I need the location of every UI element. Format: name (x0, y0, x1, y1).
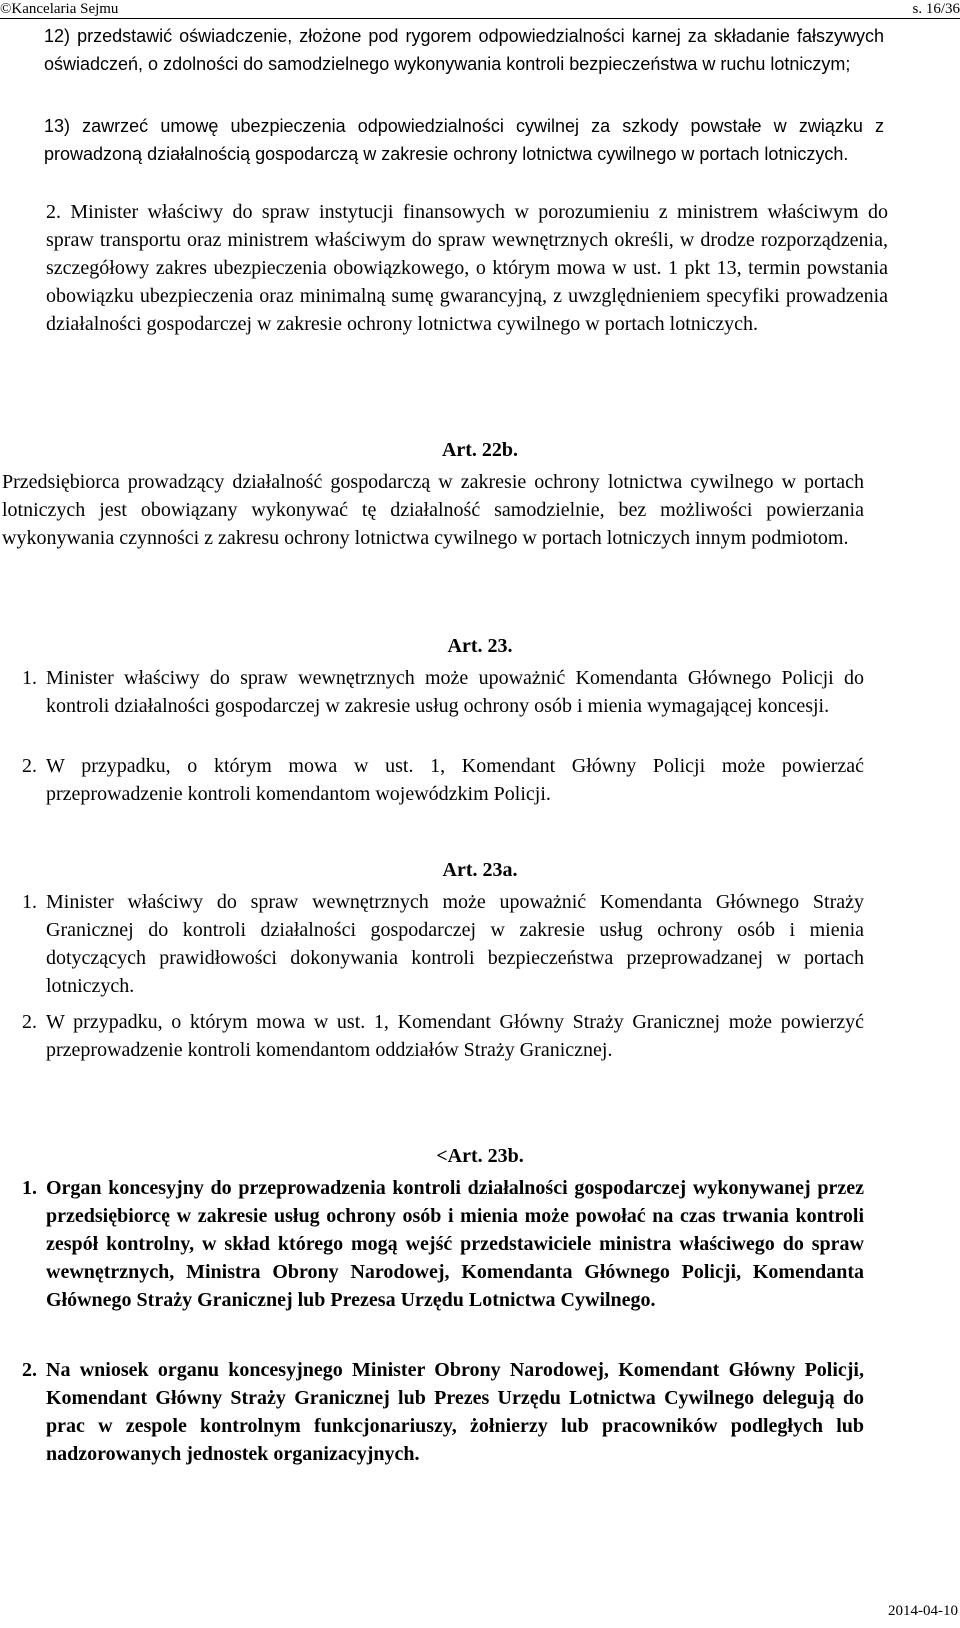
article-22b-title: Art. 22b. (441, 439, 519, 461)
footer-date: 2014-04-10 (888, 1603, 958, 1619)
article-22b-text: Przedsiębiorca prowadzący działalność gospodarczą w zakresie ochrony lotnictwa cywilnego w portach lotniczych jest obowiązany wykonywać tę działalność samodzielnie, bez możliwości powierzania wykonywania czynności z zakresu ochrony lotnictwa cywilnego w portach lotniczych innym podmiotom. (2, 471, 864, 549)
header-divider (0, 18, 960, 19)
paragraph-number: 1. (22, 1177, 37, 1199)
paragraph-number: 1. (22, 667, 37, 689)
paragraph-number: 2. (22, 755, 37, 777)
paragraph-text: Na wniosek organu koncesyjnego Minister Obrony Narodowej, Komendant Główny Policji, Komendant Główny Straży Granicznej lub Prezes Urzędu Lotnictwa Cywilnego delegują do prac w zespole kontrolnym funkcjonariuszy, żołnierzy lub pracowników podległych lub nadzorowanych jednostek organizacyjnych. (46, 1359, 864, 1465)
page-number: s. 16/36 (912, 1, 960, 17)
header-copyright: ©Kancelaria Sejmu (0, 1, 119, 17)
paragraph-text: W przypadku, o którym mowa w ust. 1, Komendant Główny Policji może powierzać przeprowadzenie kontroli komendantom wojewódzkim Policji. (46, 755, 864, 805)
item-12: 12) przedstawić oświadczenie, złożone pod rygorem odpowiedzialności karnej za składanie fałszywych oświadczeń, o zdolności do samodzielnego wykonywania kontroli bezpieczeństwa w ruchu lotniczym; (44, 26, 884, 74)
paragraph-number: 1. (22, 891, 37, 913)
article-23b-title: <Art. 23b. (436, 1145, 524, 1167)
article-23-title: Art. 23. (447, 635, 513, 657)
paragraph-number: 2. (22, 1011, 37, 1033)
paragraph-text: Organ koncesyjny do przeprowadzenia kontroli działalności gospodarczej wykonywanej przez przedsiębiorcę w zakresie usług ochrony osób i mienia może powołać na czas trwania kontroli zespół kontrolny, w skład którego mogą wejść przedstawiciele ministra właściwego do spraw wewnętrznych, Ministra Obrony Narodowej, Komendanta Głównego Policji, Komendanta Głównego Straży Granicznej lub Prezesa Urzędu Lotnictwa Cywilnego. (46, 1177, 864, 1311)
paragraph-text: Minister właściwy do spraw wewnętrznych może upoważnić Komendanta Głównego Straży Granicznej do kontroli działalności gospodarczej w zakresie usług ochrony osób i mienia dotyczących prawidłowości dokonywania kontroli bezpieczeństwa przeprowadzanej w portach lotniczych. (46, 891, 864, 997)
paragraph-text: Minister właściwy do spraw wewnętrznych może upoważnić Komendanta Głównego Policji do kontroli działalności gospodarczej w zakresie usług ochrony osób i mienia wymagającej koncesji. (46, 667, 864, 717)
item-13: 13) zawrzeć umowę ubezpieczenia odpowiedzialności cywilnej za szkody powstałe w związku z prowadzoną działalnością gospodarczą w zakresie ochrony lotnictwa cywilnego w portach lotniczych. (44, 116, 884, 164)
paragraph-number: 2. (22, 1359, 37, 1381)
article-23a-title: Art. 23a. (442, 859, 518, 881)
paragraph-2: 2. Minister właściwy do spraw instytucji finansowych w porozumieniu z ministrem właściwym do spraw transportu oraz ministrem właściwym do spraw wewnętrznych określi, w drodze rozporządzenia, szczegółowy zakres ubezpieczenia obowiązkowego, o którym mowa w ust. 1 pkt 13, termin powstania obowiązku ubezpieczenia oraz minimalną sumę gwarancyjną, z uwzględnieniem specyfiki prowadzenia działalności gospodarczej w zakresie ochrony lotnictwa cywilnego w portach lotniczych. (46, 201, 888, 335)
paragraph-text: W przypadku, o którym mowa w ust. 1, Komendant Główny Straży Granicznej może powierzyć przeprowadzenie kontroli komendantom oddziałów Straży Granicznej. (46, 1011, 864, 1061)
